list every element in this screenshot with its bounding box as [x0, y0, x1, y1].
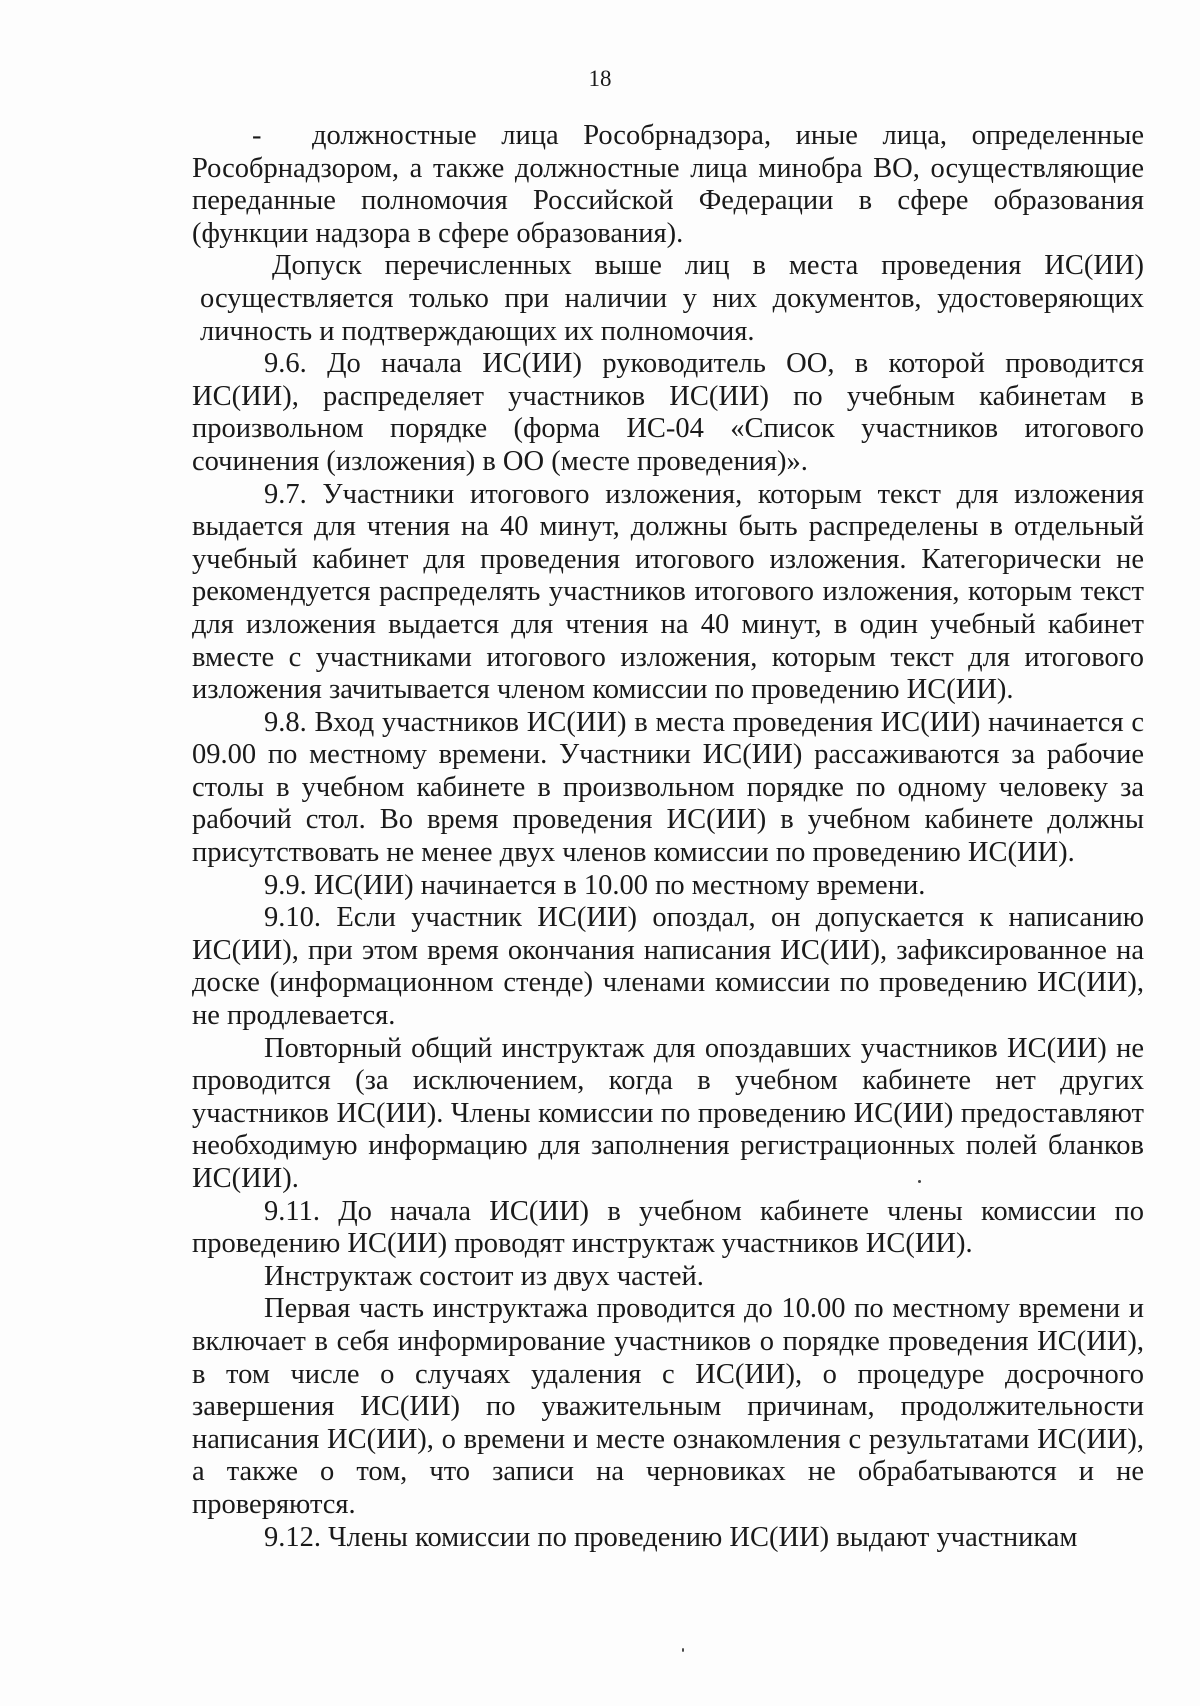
paragraph-access: Допуск перечисленных выше лиц в места проведения ИС(ИИ) осуществляется только при наличии у них документов, удостоверяющих личность и подтверждающих их полномочия. [200, 250, 1144, 347]
paragraph-9-11: 9.11. До начала ИС(ИИ) в учебном кабинете члены комиссии по проведению ИС(ИИ) проводят инструктаж участников ИС(ИИ). [192, 1195, 1144, 1260]
document-body [192, 120, 1144, 1554]
paragraph-9-8: 9.8. Вход участников ИС(ИИ) в места проведения ИС(ИИ) начинается с 09.00 по местному времени. Участники ИС(ИИ) рассаживаются за рабочие столы в учебном кабинете в произвольном порядке по одному человеку за рабочий стол. Во время проведения ИС(ИИ) в учебном кабинете должны присутствовать не менее двух членов комиссии по проведению ИС(ИИ). [192, 706, 1144, 869]
paragraph-briefing-parts: Инструктаж состоит из двух частей. [264, 1260, 704, 1292]
scan-speck [918, 1180, 921, 1183]
paragraph-9-7: 9.7. Участники итогового изложения, которым текст для изложения выдается для чтения на 40 минут, должны быть распределены в отдельный учебный кабинет для проведения итогового изложения. Категорически не рекомендуется распределять участников итогового изложения, которым текст для изложения выдается для чтения на 40 минут, в один учебный кабинет вместе с участниками итогового изложения, которым текст для итогового изложения зачитывается членом комиссии по проведению ИС(ИИ). [192, 478, 1144, 706]
paragraph-9-9: 9.9. ИС(ИИ) начинается в 10.00 по местному времени. [264, 869, 926, 901]
dash-item-text: должностные лица Рособрнадзора, иные лица, определенные Рособрнадзором, а также должностные лица минобра ВО, осуществляющие переданные полномочия Российской Федерации в сфере образования (функции надзора в сфере образования). [192, 120, 1144, 249]
paragraph-first-part: Первая часть инструктажа проводится до 10.00 по местному времени и включает в себя информирование участников о порядке проведения ИС(ИИ), в том числе о случаях удаления с ИС(ИИ), о процедуре досрочного завершения ИС(ИИ) по уважительным причинам, продолжительности написания ИС(ИИ), о времени и месте ознакомления с результатами ИС(ИИ), а также о том, что записи на черновиках не обрабатываются и не проверяются. [192, 1293, 1144, 1520]
dash-list-item [192, 120, 1144, 250]
paragraph-9-12: 9.12. Члены комиссии по проведению ИС(ИИ) выдают участникам [264, 1521, 1078, 1553]
paragraph-9-6: 9.6. До начала ИС(ИИ) руководитель ОО, в которой проводится ИС(ИИ), распределяет участников ИС(ИИ) по учебным кабинетам в произвольном порядке (форма ИС-04 «Список участников итогового сочинения (изложения) в ОО (месте проведения)». [192, 348, 1144, 477]
paragraph-repeat-briefing: Повторный общий инструктаж для опоздавших участников ИС(ИИ) не проводится (за исключением, когда в учебном кабинете нет других участников ИС(ИИ). Члены комиссии по проведению ИС(ИИ) предоставляют необходимую информацию для заполнения регистрационных полей бланков ИС(ИИ). [192, 1032, 1144, 1194]
list-dash: - [252, 120, 262, 151]
scan-speck [682, 1648, 684, 1652]
page-number: 18 [588, 66, 612, 91]
paragraph-9-10: 9.10. Если участник ИС(ИИ) опоздал, он допускается к написанию ИС(ИИ), при этом время окончания написания ИС(ИИ), зафиксированное на доске (информационном стенде) членами комиссии по проведению ИС(ИИ), не продлевается. [192, 902, 1144, 1032]
